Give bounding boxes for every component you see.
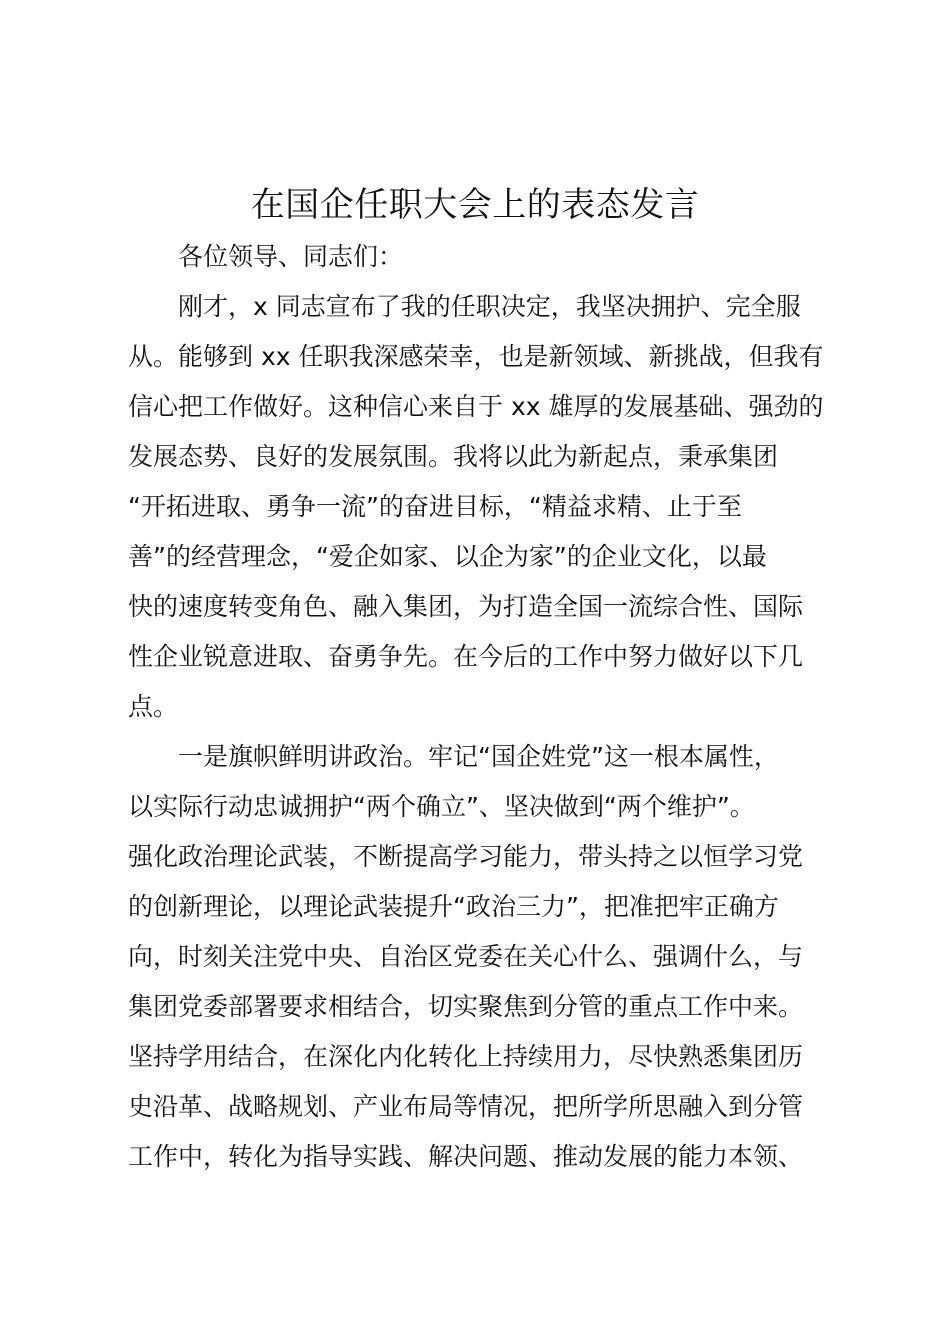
paragraph-line: 刚才，x 同志宣布了我的任职决定，我坚决拥护、完全服	[178, 292, 801, 321]
paragraph-line: 性企业锐意进取、奋勇争先。在今后的工作中努力做好以下几	[128, 642, 804, 671]
paragraph-line: 快的速度转变角色、融入集团，为打造全国一流综合性、国际	[128, 592, 804, 621]
paragraph-line: 一是旗帜鲜明讲政治。牢记“国企姓党”这一根本属性，	[178, 742, 779, 771]
salutation: 各位领导、同志们：	[178, 242, 404, 271]
paragraph-line: 史沿革、战略规划、产业布局等情况，把所学所思融入到分管	[128, 1092, 804, 1121]
paragraph-line: 发展态势、良好的发展氛围。我将以此为新起点，秉承集团	[128, 442, 779, 471]
document-body	[128, 232, 834, 1182]
paragraph-line: 向，时刻关注党中央、自治区党委在关心什么、强调什么，与	[128, 942, 804, 971]
paragraph-line: 点。	[128, 692, 179, 721]
paragraph-line: 集团党委部署要求相结合，切实聚焦到分管的重点工作中来。	[128, 992, 804, 1021]
paragraph-line: 信心把工作做好。这种信心来自于 xx 雄厚的发展基础、强劲的	[128, 392, 824, 421]
paragraph-line: 善”的经营理念，“爱企如家、以企为家”的企业文化，以最	[128, 542, 767, 571]
paragraph-line: 强化政治理论武装，不断提高学习能力，带头持之以恒学习党	[128, 842, 804, 871]
document-title: 在国企任职大会上的表态发言	[250, 185, 700, 225]
paragraph-line: 的创新理论，以理论武装提升“政治三力”，把准把牢正确方	[128, 892, 779, 921]
paragraph-line: “开拓进取、勇争一流”的奋进目标，“精益求精、止于至	[128, 492, 742, 521]
paragraph-line: 从。能够到 xx 任职我深感荣幸，也是新领域、新挑战，但我有	[128, 342, 824, 371]
paragraph-line: 坚持学用结合，在深化内化转化上持续用力，尽快熟悉集团历	[128, 1042, 804, 1071]
paragraph-line: 工作中，转化为指导实践、解决问题、推动发展的能力本领、	[128, 1142, 804, 1171]
paragraph-line: 以实际行动忠诚拥护“两个确立”、坚决做到“两个维护”。	[128, 792, 755, 821]
